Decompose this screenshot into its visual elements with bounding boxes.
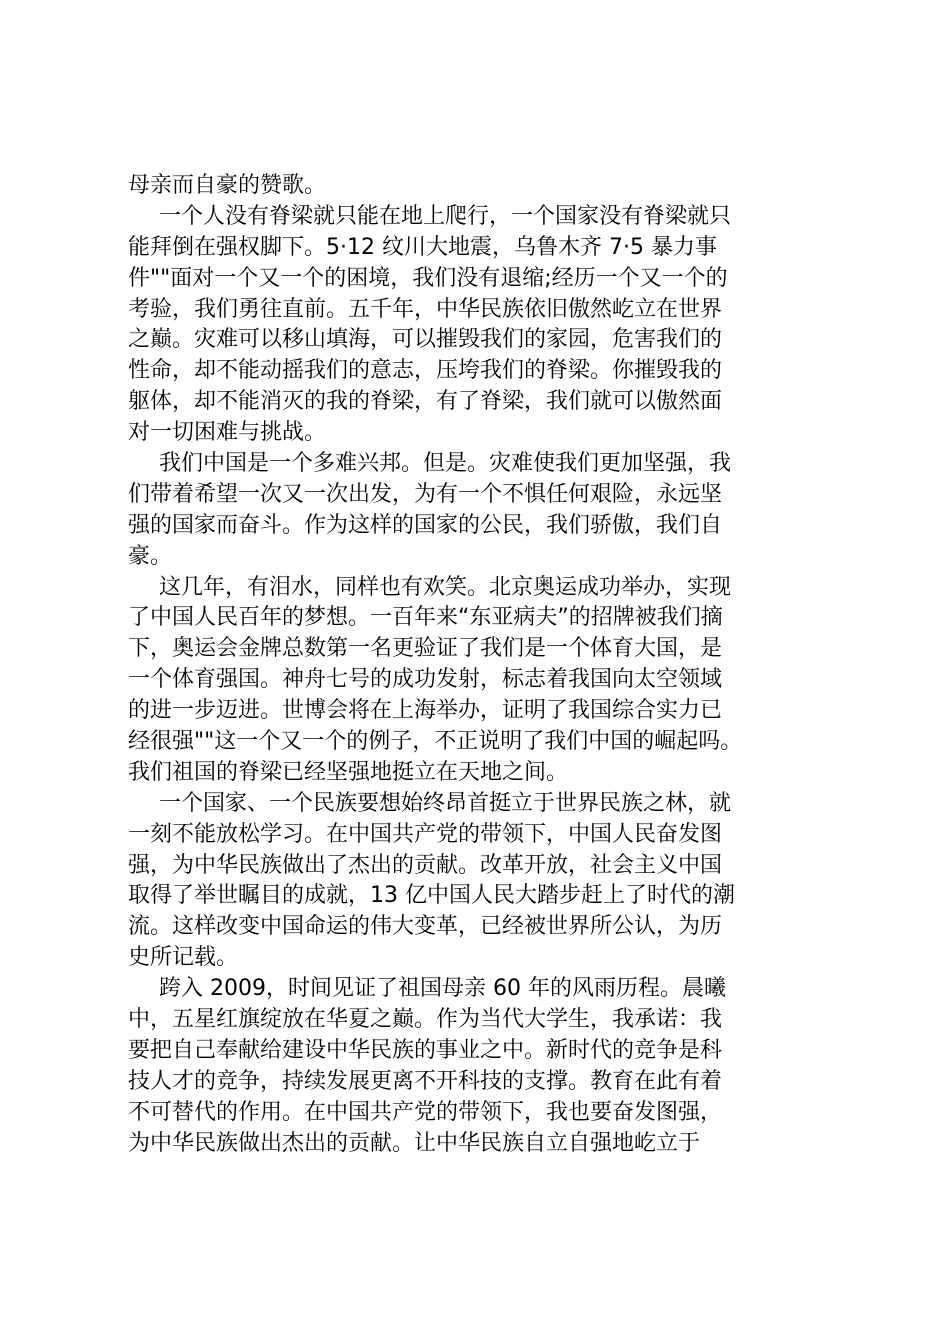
text-line: 之巅。灾难可以移山填海，可以摧毁我们的家园，危害我们的 xyxy=(128,327,723,353)
text-line: 经很强""这一个又一个的例子，不正说明了我们中国的崛起吗。 xyxy=(128,729,743,755)
text-line: 一个国家、一个民族要想始终昂首挺立于世界民族之林，就 xyxy=(159,790,732,816)
text-line: 躯体，却不能消灭的我的脊梁，有了脊梁，我们就可以傲然面 xyxy=(128,389,723,415)
text-line: 一个人没有脊梁就只能在地上爬行，一个国家没有脊梁就只 xyxy=(159,203,732,229)
text-line: 取得了举世瞩目的成就，13 亿中国人民大踏步赶上了时代的潮 xyxy=(128,883,735,909)
text-line: 要把自己奉献给建设中华民族的事业之中。新时代的竞争是科 xyxy=(128,1037,723,1063)
text-line: 的进一步迈进。世博会将在上海举办，证明了我国综合实力已 xyxy=(128,698,723,724)
text-line: 性命，却不能动摇我们的意志，压垮我们的脊梁。你摧毁我的 xyxy=(128,358,723,384)
text-line: 我们祖国的脊梁已经坚强地挺立在天地之间。 xyxy=(128,759,569,785)
essay-body xyxy=(128,171,828,1160)
text-line: 强，为中华民族做出了杰出的贡献。改革开放，社会主义中国 xyxy=(128,852,723,878)
text-line: 一个体育强国。神舟七号的成功发射，标志着我国向太空领域 xyxy=(128,667,723,693)
text-line: 技人才的竞争，持续发展更离不开科技的支撑。教育在此有着 xyxy=(128,1068,723,1094)
text-line: 们带着希望一次又一次出发，为有一个不惧任何艰险，永远坚 xyxy=(128,481,723,507)
text-line: 母亲而自豪的赞歌。 xyxy=(128,173,327,198)
text-line: 下，奥运会金牌总数第一名更验证了我们是一个体育大国，是 xyxy=(128,636,723,662)
text-line: 我们中国是一个多难兴邦。但是。灾难使我们更加坚强，我 xyxy=(159,451,732,477)
text-line: 考验，我们勇往直前。五千年，中华民族依旧傲然屹立在世界 xyxy=(128,296,723,322)
text-line: 能拜倒在强权脚下。5·12 纹川大地震，乌鲁木齐 7·5 暴力事 xyxy=(128,234,717,260)
text-line: 强的国家而奋斗。作为这样的国家的公民，我们骄傲，我们自 xyxy=(128,512,723,538)
text-line: 史所记载。 xyxy=(128,945,239,971)
text-line: 不可替代的作用。在中国共产党的带领下，我也要奋发图强， xyxy=(128,1099,723,1125)
text-line: 这几年，有泪水，同样也有欢笑。北京奥运成功举办，实现 xyxy=(159,574,732,600)
text-line: 豪。 xyxy=(128,543,173,569)
text-line: 为中华民族做出杰出的贡献。让中华民族自立自强地屹立于 xyxy=(128,1130,701,1156)
text-line: 件""面对一个又一个的困境，我们没有退缩;经历一个又一个的 xyxy=(128,265,728,291)
text-line: 中，五星红旗绽放在华夏之巅。作为当代大学生，我承诺：我 xyxy=(128,1007,723,1033)
text-line: 对一切困难与挑战。 xyxy=(128,420,327,446)
text-line: 流。这样改变中国命运的伟大变革，已经被世界所公认，为历 xyxy=(128,914,723,940)
text-line: 跨入 2009，时间见证了祖国母亲 60 年的风雨历程。晨曦 xyxy=(159,976,726,1002)
text-line: 了中国人民百年的梦想。一百年来“东亚病夫”的招牌被我们摘 xyxy=(128,605,723,631)
text-line: 一刻不能放松学习。在中国共产党的带领下，中国人民奋发图 xyxy=(128,821,723,847)
